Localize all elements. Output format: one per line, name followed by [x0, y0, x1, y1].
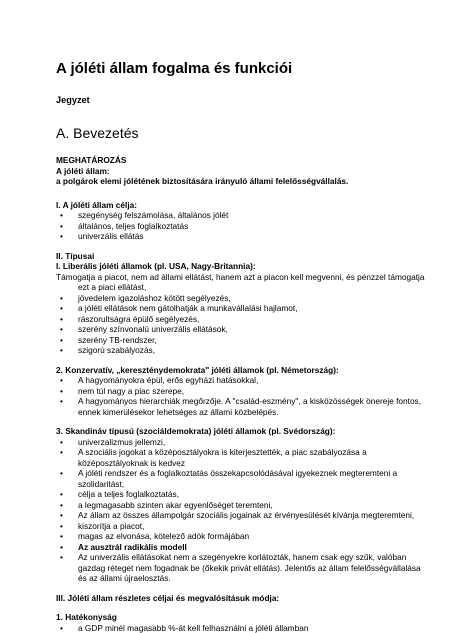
list-item: • célja a teljes foglalkoztatás,	[56, 489, 426, 500]
list-item-cont: és az állami újraelosztás.	[56, 573, 426, 584]
list-item-cont: ennek kimerülésekor lehetséges az állami közbelépés.	[56, 407, 426, 418]
list-item: • a legmagasabb szinten akar egyenlőséget teremteni,	[56, 500, 426, 511]
s3-heading: III. Jóléti állam részletes céljai és megvalósításuk módja:	[56, 593, 426, 604]
s2-1-intro: Támogatja a piacot, nem ad állami ellátást, hanem azt a piacon kell megvenni, és pénzzel támogatja	[56, 272, 426, 283]
list-item: • A hagyományos hierarchiák megőrzője. A "család-eszmény", a kisközösségek önereje fontos,	[56, 396, 426, 407]
list-item: • általános, teljes foglalkoztatás	[56, 221, 426, 232]
list-item: • A hagyományokra épül, erős egyházi hatásokkal,	[56, 375, 426, 386]
list-item: • univerzális ellátás	[56, 231, 426, 242]
list-item-cont: középosztályoknak is kedvez	[56, 458, 426, 469]
s2-1-intro-cont: ezt a piaci ellátást,	[56, 282, 426, 293]
list-item: • a jóléti ellátások nem gátolhatják a munkavállalási hajlamot,	[56, 303, 426, 314]
s1-heading: I. A jóléti állam célja:	[56, 200, 426, 211]
list-item: • A szociális jogokat a középosztályokra is kiterjesztették, a piac szabályozása a	[56, 447, 426, 458]
list-item: • univerzalizmus jellemzi,	[56, 437, 426, 448]
list-item: • Az univerzális ellátásokat nem a szegényekre korlátozták, hanem csak egy szűk, valóban	[56, 552, 426, 563]
list-item-cont: gazdag réteget nem fogadnak be (őkekik privát ellátás). Jelentős az állam felelősségvállalása	[56, 563, 426, 574]
list-item: • a GDP minél magasabb %-át kell felhasználni a jóléti államban	[56, 623, 426, 633]
list-item: • szigorú szabályozás,	[56, 345, 426, 356]
meghatarozas-label: MEGHATÁROZÁS	[56, 155, 426, 166]
s2-1-heading: I. Liberális jóléti államok (pl. USA, Nagy-Britannia):	[56, 261, 426, 272]
document-subtitle: Jegyzet	[56, 95, 90, 106]
list-item-cont: szolidaritást,	[56, 479, 426, 490]
s2-2-heading: 2. Konzervatív, „kereszténydemokrata" jóléti államok (pl. Németország):	[56, 365, 426, 376]
list-item: • szerény színvonalú univerzális ellátások,	[56, 324, 426, 335]
definition-text: a polgárok elemi jólétének biztosítására irányuló állami felelősségvállalás.	[56, 176, 426, 187]
list-item: • szerény TB-rendszer,	[56, 335, 426, 346]
list-item: • kiszorítja a piacot,	[56, 521, 426, 532]
s3-1-heading: 1. Hatékonyság	[56, 612, 426, 623]
definition-term: A jóléti állam:	[56, 166, 426, 177]
list-item: • rászorultságra épülő segélyezés,	[56, 314, 426, 325]
s2-3-heading: 3. Skandináv típusú (szociáldemokrata) jóléti államok (pl. Svédország):	[56, 426, 426, 437]
document-title: A jóléti állam fogalma és funkciói	[56, 60, 292, 78]
list-item: • magas az elvonása, kötelező adók formájában	[56, 531, 426, 542]
s2-3-sub-heading: ▪ Az ausztrál radikális modell	[56, 542, 426, 553]
list-item: • jövedelem igazoláshoz kötött segélyezés,	[56, 293, 426, 304]
document-body	[56, 155, 426, 633]
s2-heading: II. Típusai	[56, 251, 426, 262]
list-item: • A jóléti rendszer és a foglalkoztatás összekapcsolódásával igyekeznek megteremteni a	[56, 468, 426, 479]
section-a-heading: A. Bevezetés	[56, 125, 139, 142]
list-item: • nem túl nagy a piac szerepe,	[56, 386, 426, 397]
list-item: • szegénység felszámolása, általános jólét	[56, 210, 426, 221]
list-item: • Az állam az összes állampolgár szociális jogainak az érvényesülését kívánja megteremteni,	[56, 510, 426, 521]
